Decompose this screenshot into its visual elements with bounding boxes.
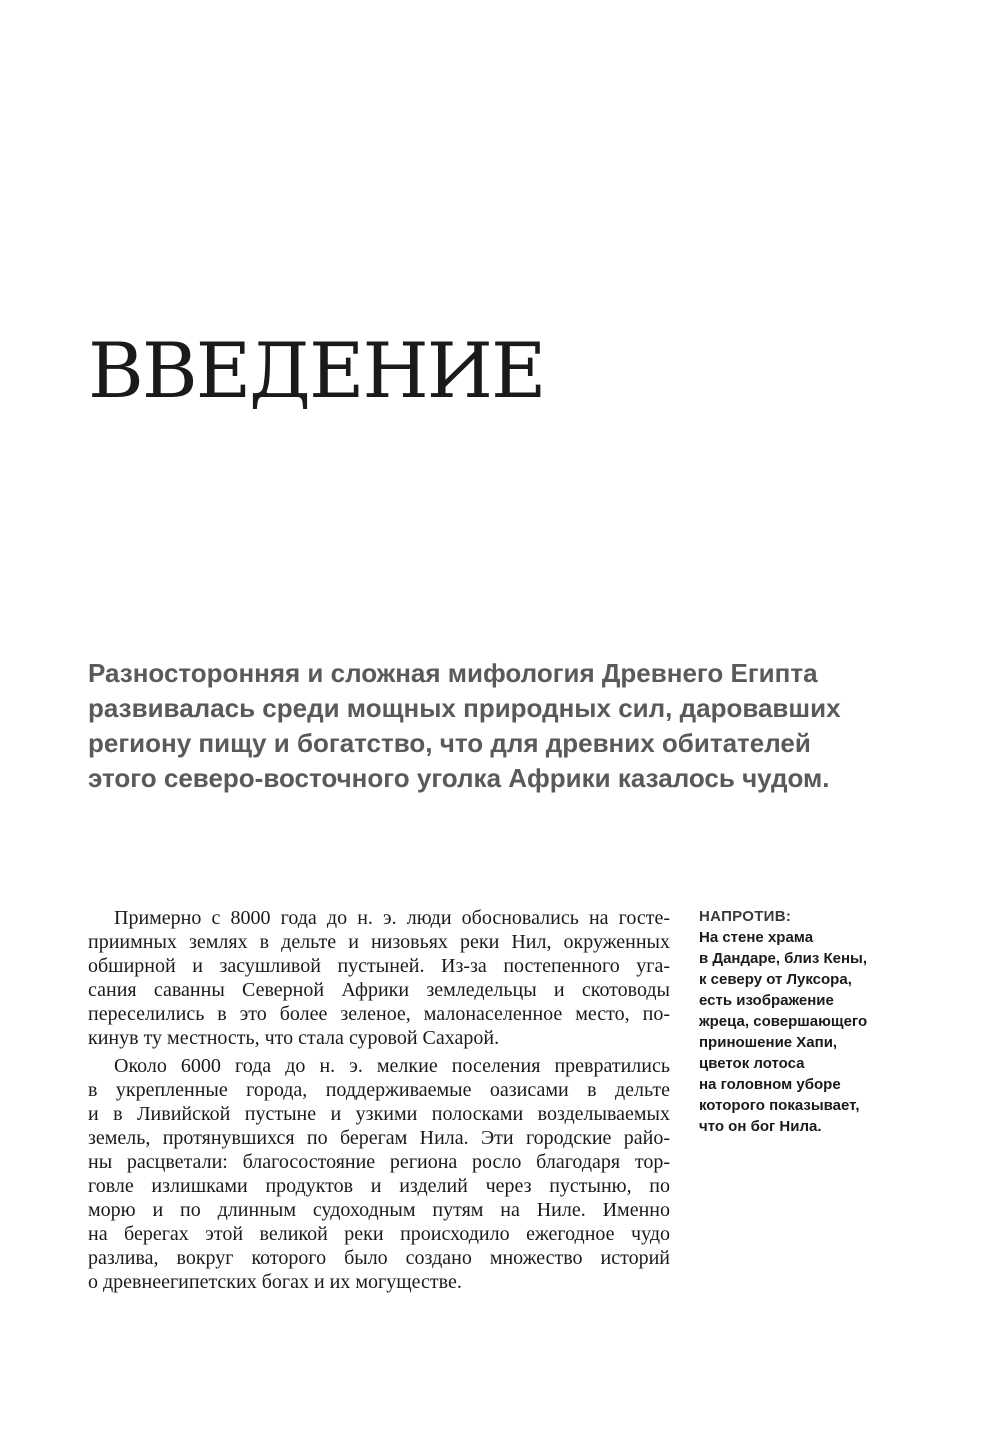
caption-line: жреца, совершающего [699, 1013, 868, 1030]
caption-line: На стене храма [699, 929, 814, 946]
lead-paragraph [88, 656, 888, 796]
body-text [88, 906, 670, 1294]
body-paragraph-1 [88, 906, 670, 1050]
lead-line: развивалась среди мощных природных сил, даровавших [88, 693, 841, 723]
caption-line: на головном уборе [699, 1076, 841, 1093]
body-line: о древнеегипетских богах и их могуществе. [88, 1271, 462, 1293]
body-line: кинув ту местность, что стала суровой Сахарой. [88, 1027, 500, 1049]
chapter-title: ВВЕДЕНИЕ [88, 326, 545, 415]
caption-line: которого показывает, [699, 1097, 860, 1114]
body-line: на берегах этой великой реки происходило ежегодное чудо [88, 1223, 670, 1245]
lead-line: региону пищу и богатство, что для древних обитателей [88, 728, 811, 758]
caption-heading: НАПРОТИВ: [699, 908, 792, 925]
body-line: переселились в это более зеленое, малонаселенное место, по- [88, 1003, 670, 1025]
body-paragraph-2 [88, 1054, 670, 1294]
body-line: разлива, вокруг которого было создано множество историй [88, 1247, 670, 1269]
lead-line: Разносторонняя и сложная мифология Древнего Египта [88, 658, 818, 688]
body-line: морю и по длинным судоходным путям на Ниле. Именно [88, 1199, 670, 1221]
body-line: приимных землях в дельте и низовьях реки Нил, окруженных [88, 931, 670, 953]
body-line: Примерно с 8000 года до н. э. люди обосновались на госте- [114, 907, 670, 929]
body-line: земель, протянувшихся по берегам Нила. Эти городские райо- [88, 1127, 670, 1149]
body-line: ны расцветали: благосостояние региона росло благодаря тор- [88, 1151, 670, 1173]
caption-line: к северу от Луксора, [699, 971, 852, 988]
caption-line: в Дандаре, близ Кены, [699, 950, 867, 967]
body-line: говле излишками продуктов и изделий через пустыню, по [88, 1175, 670, 1197]
body-line: сания саванны Северной Африки земледельцы и скотоводы [88, 979, 670, 1001]
caption-line: есть изображение [699, 992, 834, 1009]
body-line: обширной и засушливой пустыней. Из-за постепенного уга- [88, 955, 670, 977]
image-caption [699, 906, 899, 1137]
body-line: в укрепленные города, поддерживаемые оазисами в дельте [88, 1079, 670, 1101]
caption-line: цветок лотоса [699, 1055, 805, 1072]
body-line: Около 6000 года до н. э. мелкие поселения превратились [114, 1055, 670, 1077]
caption-line: приношение Хапи, [699, 1034, 838, 1051]
caption-line: что он бог Нила. [699, 1118, 822, 1135]
body-line: и в Ливийской пустыне и узкими полосками возделываемых [88, 1103, 670, 1125]
lead-line: этого северо-восточного уголка Африки казалось чудом. [88, 763, 830, 793]
